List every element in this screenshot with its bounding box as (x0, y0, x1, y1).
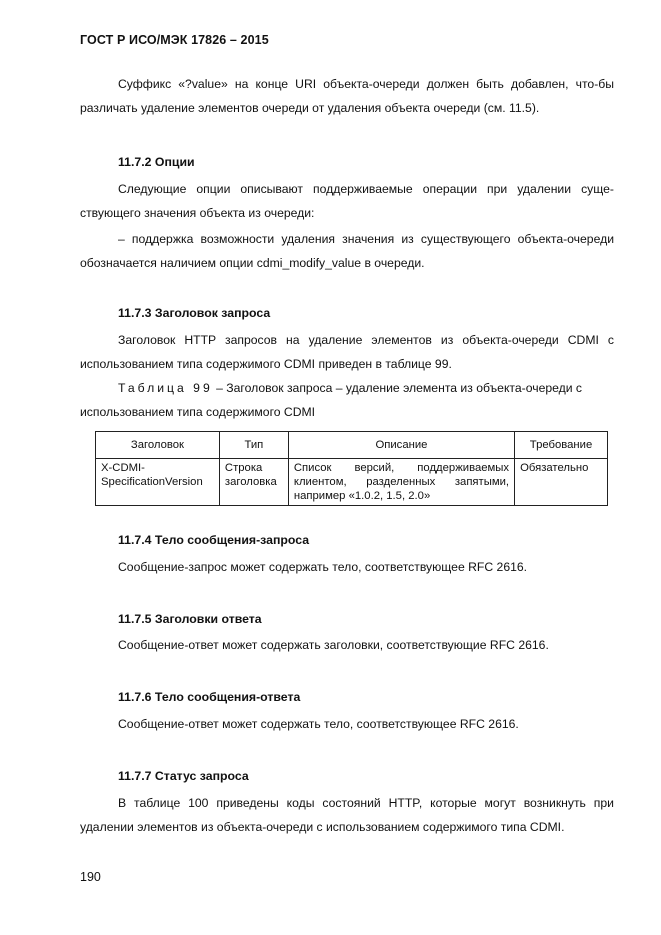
cell-header: X-CDMI-SpecificationVersion (96, 459, 220, 506)
table-header-row (96, 432, 608, 459)
column-header-description: Описание (288, 432, 514, 459)
table-caption-label: Таблица 99 (118, 381, 213, 395)
page-number: 190 (80, 870, 101, 884)
heading-11-7-4: 11.7.4 Тело сообщения-запроса (118, 533, 310, 547)
table-99 (95, 431, 608, 506)
paragraph-suffix: Суффикс «?value» на конце URI объекта-очереди должен быть добавлен, что-бы различать удаление элементов очереди от удаления объекта очереди (см. 11.5). (80, 77, 614, 115)
heading-11-7-2: 11.7.2 Опции (118, 155, 195, 169)
paragraph-request-body: Сообщение-запрос может содержать тело, соответствующее RFC 2616. (118, 560, 528, 574)
options-block (80, 177, 614, 275)
document-header: ГОСТ Р ИСО/МЭК 17826 – 2015 (80, 33, 269, 47)
heading-11-7-5: 11.7.5 Заголовки ответа (118, 612, 262, 626)
request-header-block (80, 328, 614, 424)
heading-11-7-3: 11.7.3 Заголовок запроса (118, 306, 271, 320)
response-body-block (80, 712, 614, 736)
table-caption (80, 376, 614, 424)
request-body-block (80, 555, 614, 579)
paragraph-response-body: Сообщение-ответ может содержать тело, соответствующее RFC 2616. (118, 717, 519, 731)
table-caption-text: – Заголовок запроса – удаление элемента из объекта-очереди с использованием типа содержимого CDMI (80, 381, 583, 419)
column-header-requirement: Требование (515, 432, 608, 459)
column-header-type: Тип (219, 432, 288, 459)
table-row (96, 459, 608, 506)
paragraph-response-headers: Сообщение-ответ может содержать заголовки, соответствующие RFC 2616. (118, 638, 549, 652)
heading-11-7-6: 11.7.6 Тело сообщения-ответа (118, 690, 301, 704)
list-item-modify-value: – поддержка возможности удаления значения из существующего объекта-очереди обозначается наличием опции cdmi_modify_value в очереди. (80, 232, 614, 270)
cell-requirement: Обязательно (515, 459, 608, 506)
paragraph-status: В таблице 100 приведены коды состояний HTTP, которые могут возникнуть при удалении элементов из объекта-очереди с использованием содержимого типа CDMI. (80, 796, 614, 834)
paragraph-request-header: Заголовок HTTP запросов на удаление элементов из объекта-очереди CDMI с использованием типа содержимого CDMI приведен в таблице 99. (80, 333, 614, 371)
response-headers-block (80, 633, 614, 657)
heading-11-7-7: 11.7.7 Статус запроса (118, 769, 249, 783)
cell-description: Список версий, поддерживаемых клиентом, разделенных запятыми, например «1.0.2, 1.5, 2.0» (288, 459, 514, 506)
cell-type: Строка заголовка (219, 459, 288, 506)
status-block (80, 791, 614, 839)
column-header-name: Заголовок (96, 432, 220, 459)
paragraph-options-intro: Следующие опции описывают поддерживаемые операции при удалении суще-ствующего значения объекта из очереди: (80, 182, 614, 220)
paragraph-suffix-block (80, 72, 614, 120)
